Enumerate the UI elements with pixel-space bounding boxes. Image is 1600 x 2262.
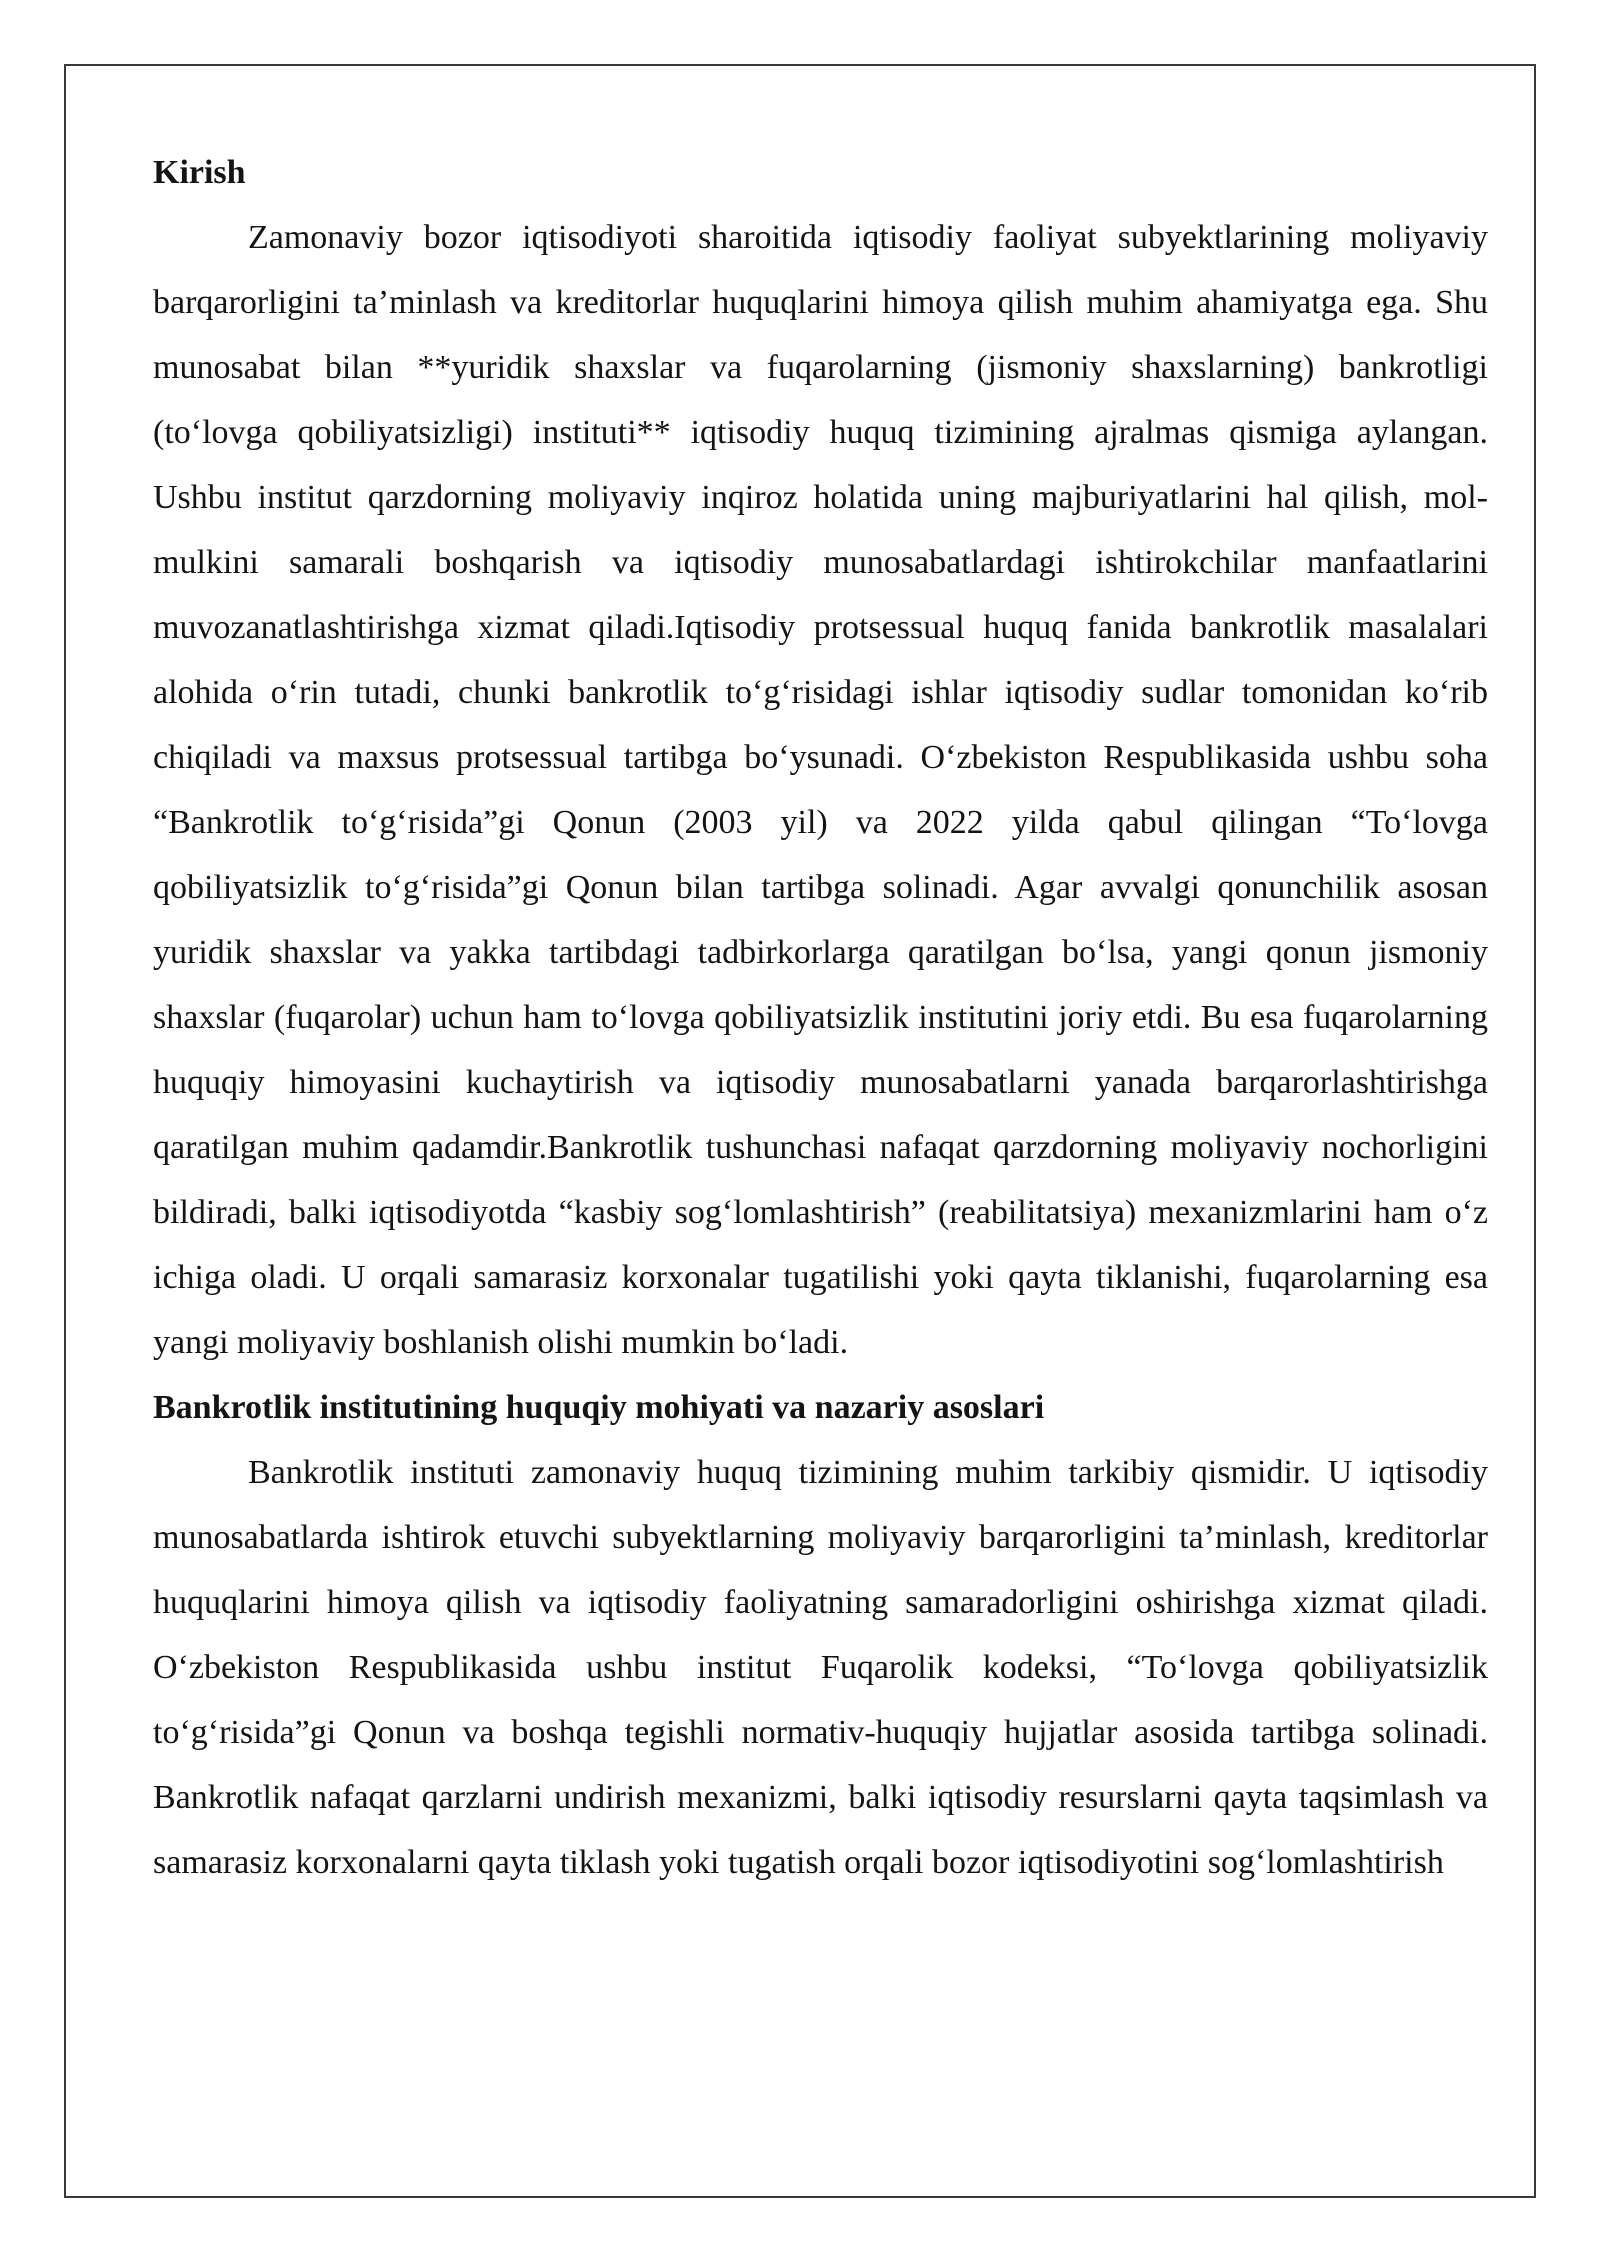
intro-paragraph: Zamonaviy bozor iqtisodiyoti sharoitida iqtisodiy faoliyat subyektlarining moliyaviy barqarorligini ta’minlash va kreditorlar huquqlarini himoya qilish muhim ahamiyatga ega. Shu munosabat bilan **yuridik shaxslar va fuqarolarning (jismoniy shaxslarning) bankrotligi (to‘lovga qobiliyatsizligi) instituti** iqtisodiy huquq tizimining ajralmas qismiga aylangan. Ushbu institut qarzdorning moliyaviy inqiroz holatida uning majburiyatlarini hal qilish, mol-mulkini samarali boshqarish va iqtisodiy munosabatlardagi ishtirokchilar manfaatlarini muvozanatlashtirishga xizmat qiladi.Iqtisodiy protsessual huquq fanida bankrotlik masalalari alohida o‘rin tutadi, chunki bankrotlik to‘g‘risidagi ishlar iqtisodiy sudlar tomonidan ko‘rib chiqiladi va maxsus protsessual tartibga bo‘ysunadi. O‘zbekiston Respublikasida ushbu soha “Bankrotlik to‘g‘risida”gi Qonun (2003 yil) va 2022 yilda qabul qilingan “To‘lovga qobiliyatsizlik to‘g‘risida”gi Qonun bilan tartibga solinadi. Agar avvalgi qonunchilik asosan yuridik shaxslar va yakka tartibdagi tadbirkorlarga qaratilgan bo‘lsa, yangi qonun jismoniy shaxslar (fuqarolar) uchun ham to‘lovga qobiliyatsizlik institutini joriy etdi. Bu esa fuqarolarning huquqiy himoyasini kuchaytirish va iqtisodiy munosabatlarni yanada barqarorlashtirishga qaratilgan muhim qadamdir.Bankrotlik tushunchasi nafaqat qarzdorning moliyaviy nochorligini bildiradi, balki iqtisodiyotda “kasbiy sog‘lomlashtirish” (reabilitatsiya) mexanizmlarini ham o‘z ichiga oladi. U orqali samarasiz korxonalar tugatilishi yoki qayta tiklanishi, fuqarolarning esa yangi moliyaviy boshlanish olishi mumkin bo‘ladi. [153, 219, 1488, 1361]
intro-heading: Kirish [153, 154, 246, 191]
document-body [153, 140, 1488, 1895]
section-heading: Bankrotlik institutining huquqiy mohiyati va nazariy asoslari [153, 1389, 1045, 1426]
section-paragraph: Bankrotlik instituti zamonaviy huquq tizimining muhim tarkibiy qismidir. U iqtisodiy munosabatlarda ishtirok etuvchi subyektlarning moliyaviy barqarorligini ta’minlash, kreditorlar huquqlarini himoya qilish va iqtisodiy faoliyatning samaradorligini oshirishga xizmat qiladi. O‘zbekiston Respublikasida ushbu institut Fuqarolik kodeksi, “To‘lovga qobiliyatsizlik to‘g‘risida”gi Qonun va boshqa tegishli normativ-huquqiy hujjatlar asosida tartibga solinadi. Bankrotlik nafaqat qarzlarni undirish mexanizmi, balki iqtisodiy resurslarni qayta taqsimlash va samarasiz korxonalarni qayta tiklash yoki tugatish orqali bozor iqtisodiyotini sog‘lomlashtirish [153, 1454, 1488, 1881]
